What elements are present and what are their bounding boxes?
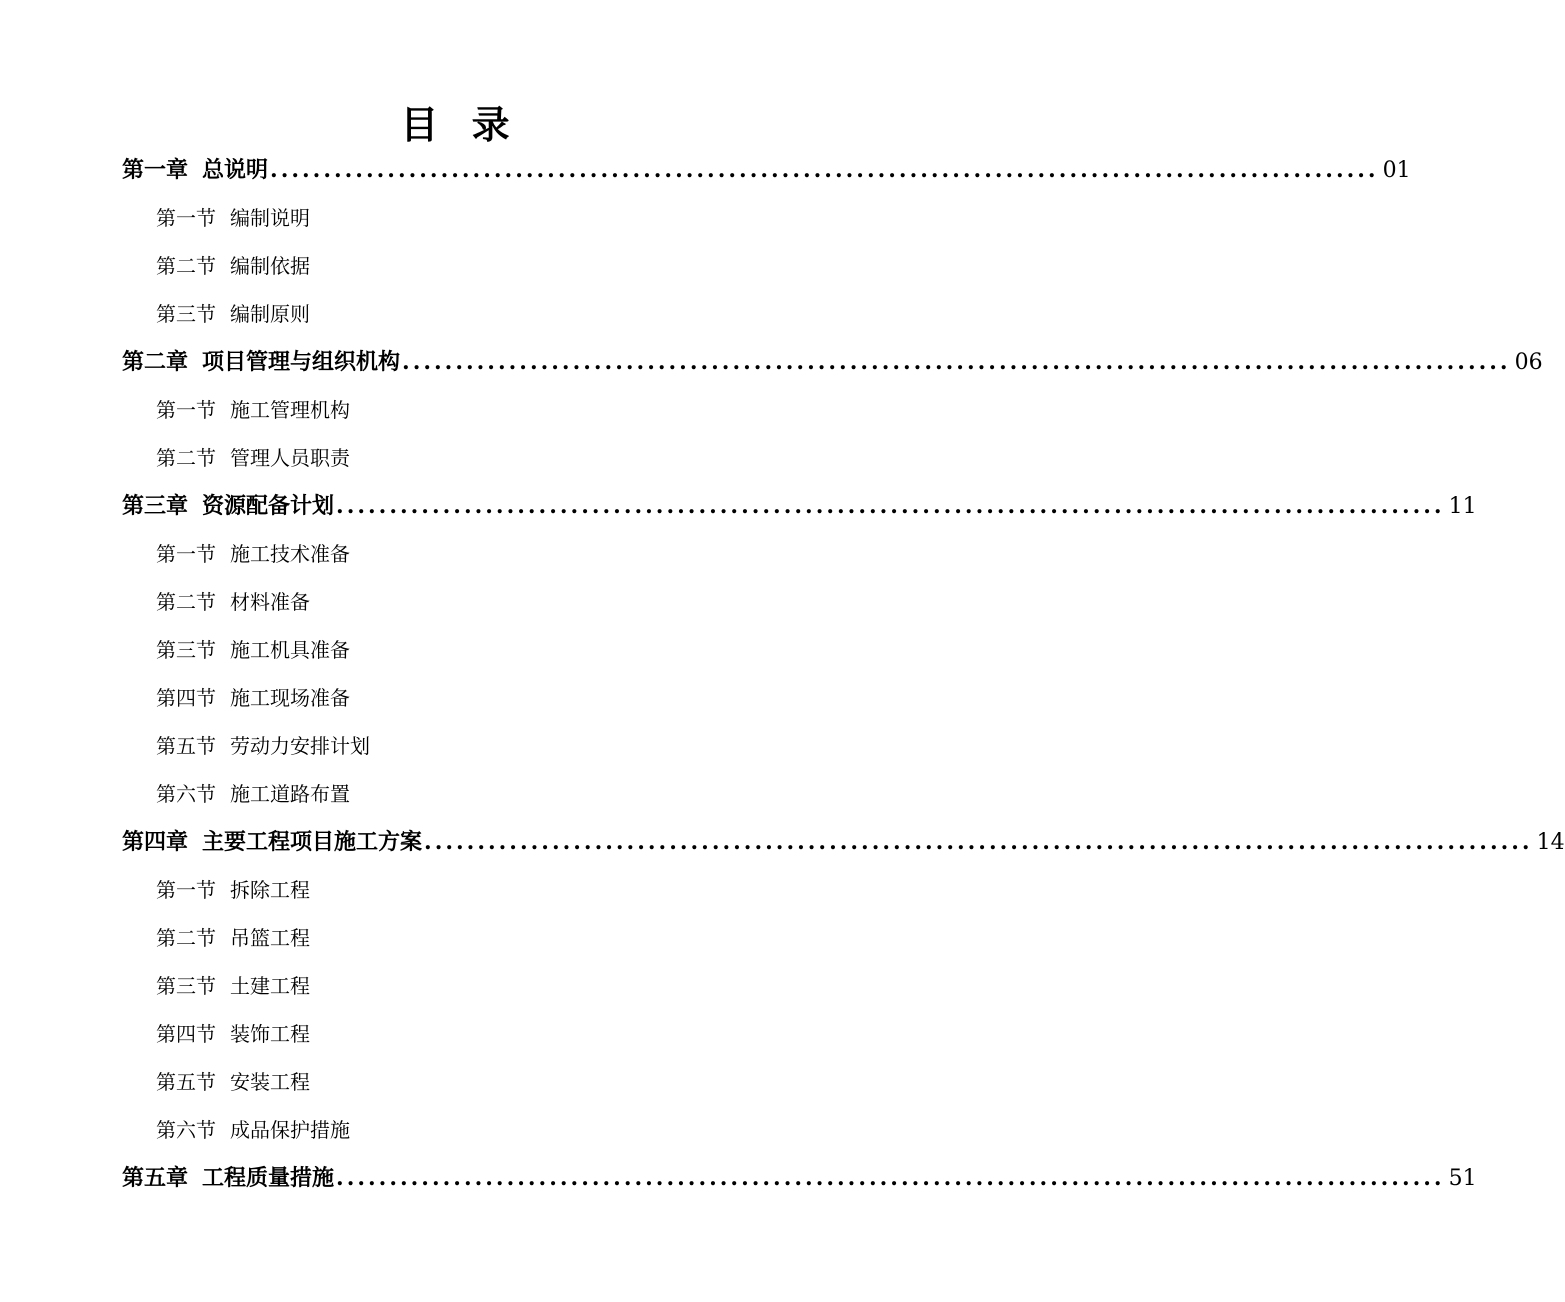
section-title: 施工管理机构 xyxy=(230,398,350,422)
section-number: 第三节 xyxy=(156,638,216,662)
section-title: 拆除工程 xyxy=(230,878,310,902)
section-number: 第五节 xyxy=(156,734,216,758)
toc-section-entry[interactable] xyxy=(122,914,832,962)
toc-section-entry[interactable] xyxy=(122,290,832,338)
section-title: 吊篮工程 xyxy=(230,926,310,950)
section-title: 编制说明 xyxy=(230,206,310,230)
section-title: 施工技术准备 xyxy=(230,542,350,566)
section-number: 第二节 xyxy=(156,590,216,614)
section-number: 第六节 xyxy=(156,1118,216,1142)
toc-section-entry[interactable] xyxy=(122,1106,832,1154)
chapter-title: 主要工程项目施工方案 xyxy=(202,829,423,855)
section-number: 第四节 xyxy=(156,1022,216,1046)
toc-section-entry[interactable] xyxy=(122,242,832,290)
section-number: 第一节 xyxy=(156,398,216,422)
section-title: 施工现场准备 xyxy=(230,686,350,710)
section-number: 第六节 xyxy=(156,782,216,806)
toc-chapter-entry[interactable] xyxy=(122,146,1411,194)
section-number: 第二节 xyxy=(156,254,216,278)
section-number: 第二节 xyxy=(156,446,216,470)
toc-section-entry[interactable] xyxy=(122,626,832,674)
section-number: 第五节 xyxy=(156,1070,216,1094)
dot-leader: ........................................................................................................ xyxy=(336,493,1445,519)
section-title: 土建工程 xyxy=(230,974,310,998)
toc-section-entry[interactable] xyxy=(122,1058,832,1106)
section-title: 编制原则 xyxy=(230,302,310,326)
chapter-number: 第一章 xyxy=(122,157,189,183)
chapter-title: 工程质量措施 xyxy=(202,1165,335,1191)
toc-section-entry[interactable] xyxy=(122,578,832,626)
toc-chapter-entry[interactable] xyxy=(122,338,1543,386)
chapter-number: 第五章 xyxy=(122,1165,189,1191)
section-number: 第二节 xyxy=(156,926,216,950)
section-number: 第四节 xyxy=(156,686,216,710)
toc-chapter-entry[interactable] xyxy=(122,818,1565,866)
toc-section-entry[interactable] xyxy=(122,434,832,482)
chapter-number: 第二章 xyxy=(122,349,189,375)
section-number: 第一节 xyxy=(156,206,216,230)
toc-section-entry[interactable] xyxy=(122,722,832,770)
section-title: 编制依据 xyxy=(230,254,310,278)
dot-leader: ........................................................................................................ xyxy=(270,157,1379,183)
section-number: 第三节 xyxy=(156,302,216,326)
toc-section-entry[interactable] xyxy=(122,386,832,434)
section-number: 第一节 xyxy=(156,542,216,566)
chapter-title: 项目管理与组织机构 xyxy=(202,349,401,375)
chapter-number: 第三章 xyxy=(122,493,189,519)
chapter-page-number: 11 xyxy=(1448,494,1477,519)
section-number: 第三节 xyxy=(156,974,216,998)
dot-leader: ........................................................................................................ xyxy=(424,829,1533,855)
toc-section-entry[interactable] xyxy=(122,962,832,1010)
toc-section-entry[interactable] xyxy=(122,674,832,722)
section-title: 成品保护措施 xyxy=(230,1118,350,1142)
toc-section-entry[interactable] xyxy=(122,1010,832,1058)
section-title: 管理人员职责 xyxy=(230,446,350,470)
toc-section-entry[interactable] xyxy=(122,866,832,914)
section-title: 装饰工程 xyxy=(230,1022,310,1046)
toc-section-entry[interactable] xyxy=(122,530,832,578)
toc-list xyxy=(122,146,1565,1202)
section-title: 施工道路布置 xyxy=(230,782,350,806)
section-title: 安装工程 xyxy=(230,1070,310,1094)
toc-title: 目 录 xyxy=(400,102,520,147)
dot-leader: ........................................................................................................ xyxy=(336,1165,1445,1191)
toc-chapter-entry[interactable] xyxy=(122,482,1477,530)
section-title: 施工机具准备 xyxy=(230,638,350,662)
section-title: 劳动力安排计划 xyxy=(230,734,370,758)
toc-section-entry[interactable] xyxy=(122,770,832,818)
toc-section-entry[interactable] xyxy=(122,194,832,242)
dot-leader: ........................................................................................................ xyxy=(402,349,1511,375)
chapter-page-number: 51 xyxy=(1448,1166,1477,1191)
chapter-title: 总说明 xyxy=(202,157,269,183)
chapter-page-number: 14 xyxy=(1536,830,1565,855)
section-title: 材料准备 xyxy=(230,590,310,614)
section-number: 第一节 xyxy=(156,878,216,902)
chapter-page-number: 06 xyxy=(1514,350,1543,375)
toc-chapter-entry[interactable] xyxy=(122,1154,1477,1202)
chapter-number: 第四章 xyxy=(122,829,189,855)
chapter-page-number: 01 xyxy=(1382,158,1411,183)
chapter-title: 资源配备计划 xyxy=(202,493,335,519)
